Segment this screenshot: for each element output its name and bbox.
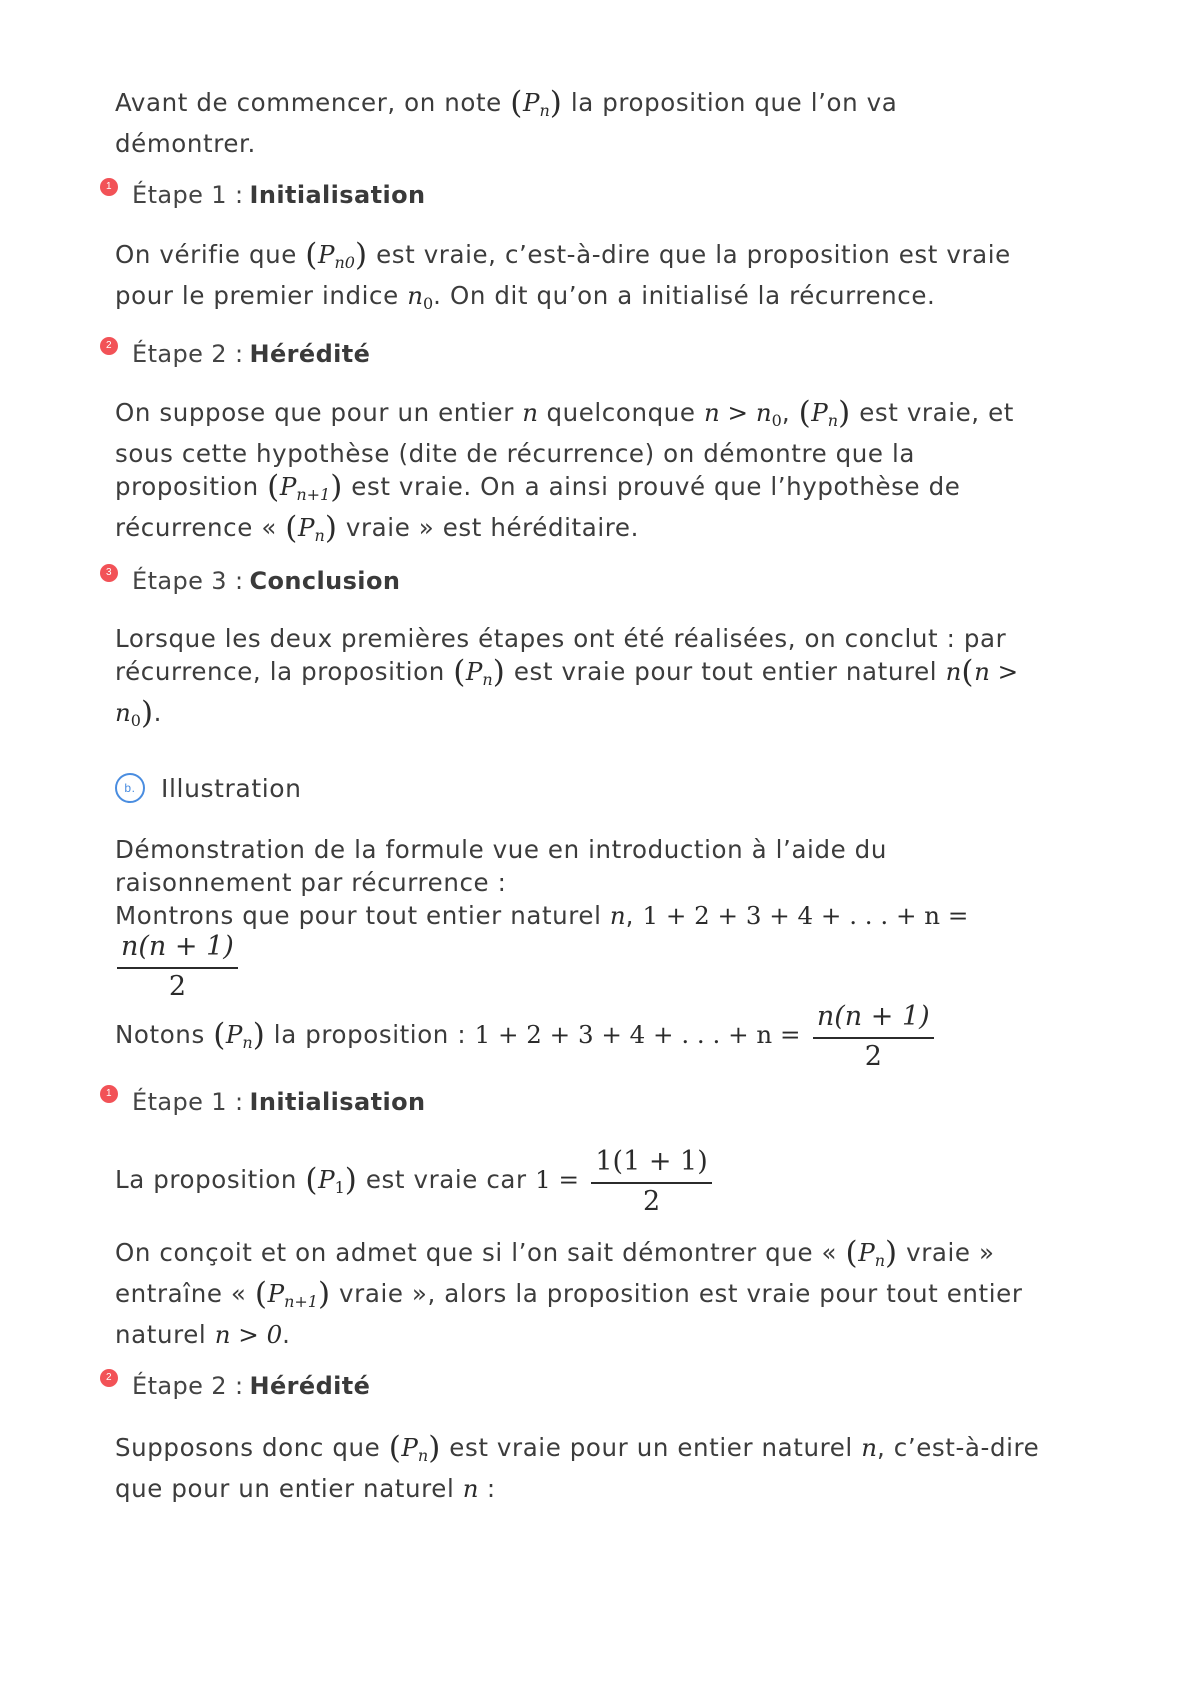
conclusion-paragraph: Lorsque les deux premières étapes ont été réalisées, on conclut : par récurrence, la proposition $(P_n)$ est vraie pour tout entier naturel n(n > $n_0$). [115,624,1019,731]
step-2-heading-illustration: 2 Étape 2 : Hérédité [100,1369,370,1403]
init-proof-line: La proposition $(P_1)$ est vraie car 1 = $\frac{1(1 + 1)}{2}$ [115,1145,1075,1217]
notons-line: Notons $(P_n)$ la proposition : 1 + 2 + 3 + 4 + . . . + n = $\frac{n(n + 1)}{2}$ [115,1000,1075,1072]
step-1-heading-illustration: 1 Étape 1 : Initialisation [100,1085,425,1119]
heredite-paragraph: On suppose que pour un entier n quelconque $n > n_0$, $(P_n)$ est vraie, et sous cette hypothèse (dite de récurrence) on démontre que la proposition $(P_{n+1})$ est vraie. On a ainsi prouvé que l’hypothèse de récurrence « $(P_n)$ vraie » est héréditaire. [115,395,1014,546]
step-number-badge: 2 [100,337,118,355]
step-2-heading: 2 Étape 2 : Hérédité [100,337,370,371]
section-letter-badge: b. [115,773,145,803]
initialisation-paragraph: On vérifie que $(P_{n0})$ est vraie, c’est-à-dire que la proposition est vraie pour le premier indice $n_0$. On dit qu’on a initialisé la récurrence. [115,237,1011,313]
demonstration-paragraph: Démonstration de la formule vue en introduction à l’aide du raisonnement par récurrence : Montrons que pour tout entier naturel n, 1 + 2 + 3 + 4 + . . . + n = [115,835,969,930]
step-number-badge: 3 [100,564,118,582]
step-3-heading: 3 Étape 3 : Conclusion [100,564,400,598]
intro-paragraph: Avant de commencer, on note $(P_n)$ la proposition que l’on va démontrer. [115,85,898,158]
step-number-badge: 1 [100,178,118,196]
concoit-paragraph: On conçoit et on admet que si l’on sait démontrer que « $(P_n)$ vraie » entraîne « $(P_{n+1})$ vraie », alors la proposition est vraie pour tout entier naturel n > 0. [115,1235,1023,1349]
supposons-paragraph: Supposons donc que $(P_n)$ est vraie pour un entier naturel n, c’est-à-dire que pour un entier naturel n : [115,1430,1040,1503]
step-number-badge: 2 [100,1369,118,1387]
step-number-badge: 1 [100,1085,118,1103]
section-illustration-heading: b. Illustration [115,773,302,803]
formula-fraction: $\frac{n(n + 1)}{2}$ [113,930,1073,1002]
step-1-heading: 1 Étape 1 : Initialisation [100,178,425,212]
